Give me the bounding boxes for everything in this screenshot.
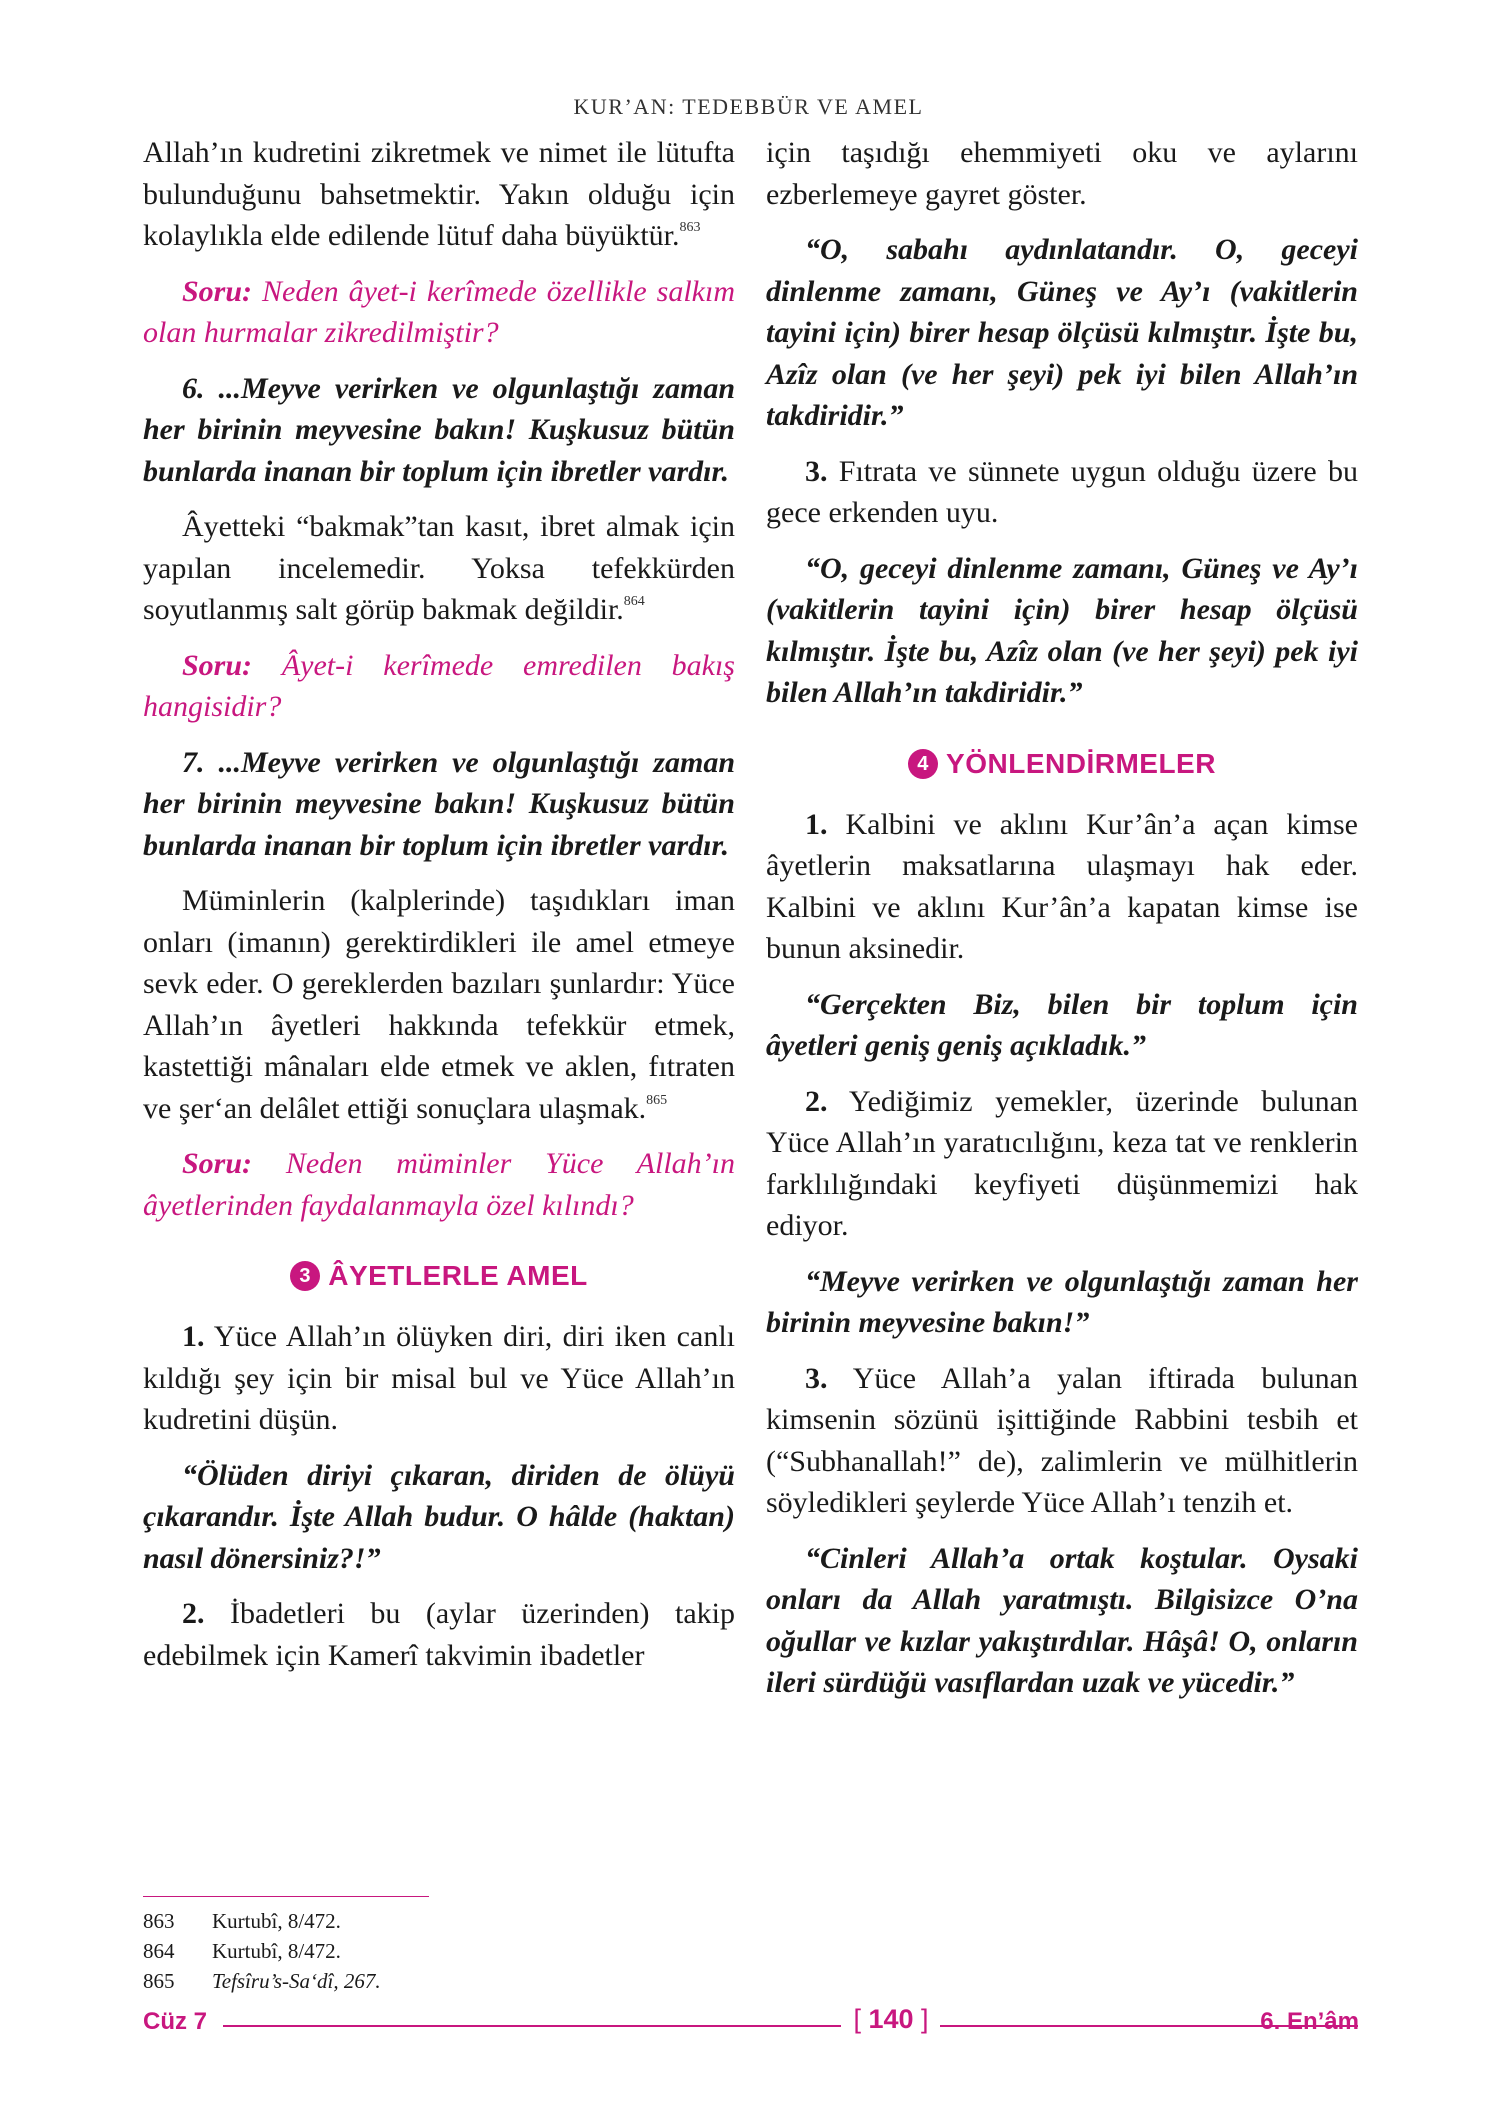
right-column bbox=[766, 132, 1358, 1718]
footnote-divider bbox=[143, 1896, 429, 1897]
question-label: Soru: bbox=[182, 648, 253, 682]
paragraph: 2. Yediğimiz yemekler, üzerinde bulunan Yüce Allah’ın yaratıcılığını, keza tat ve renklerin farklılığındaki keyfiyeti düşünmemizi hak ediyor. bbox=[766, 1084, 1358, 1242]
paragraph: 1. Kalbini ve aklını Kur’ân’a açan kimse âyetlerin maksatlarına ulaşmayı hak eder. Kalbini ve aklını Kur’ân’a kapatan kimse ise bunun aksinedir. bbox=[766, 807, 1358, 965]
footnote-text: Tefsîru’s-Sa‘dî, 267. bbox=[212, 1969, 381, 1993]
paragraph: Allah’ın kudretini zikretmek ve nimet ile lütufta bulunduğunu bahsetmektir. Yakın olduğu için kolaylıkla elde edilende lütuf daha büyüktür.$^{863}$ bbox=[143, 136, 735, 252]
section-number-badge: 4 bbox=[908, 749, 938, 779]
paragraph: 1. Yüce Allah’ın ölüyken diri, diri iken canlı kıldığı şey için bir misal bul ve Yüce Allah’ın kudretini düşün. bbox=[143, 1320, 735, 1436]
paragraph: 3. Yüce Allah’a yalan iftirada bulunan kimsenin sözünü işittiğinde Rabbini tesbih et (“Subhanallah!” de), zalimlerin ve mülhitlerin söyledikleri şeylerde Yüce Allah’ı tenzih et. bbox=[766, 1361, 1358, 1519]
paragraph: Âyetteki “bakmak”tan kasıt, ibret almak için yapılan incelemedir. Yoksa tefekkürden soyutlanmış salt görüp bakmak değildir.$^{864}$ bbox=[143, 510, 735, 626]
footnote-text: Kurtubî, 8/472. bbox=[212, 1909, 341, 1933]
page-number: [ 140 ] bbox=[853, 2004, 929, 2034]
footnote bbox=[143, 1936, 843, 1966]
left-column bbox=[143, 132, 735, 1690]
footer-rule-left bbox=[223, 2025, 841, 2027]
question-label: Soru: bbox=[182, 1147, 253, 1180]
paragraph: 2. İbadetleri bu (aylar üzerinden) takip edebilmek için Kamerî takvimin ibadetler bbox=[143, 1597, 735, 1672]
footnote-number: 863 bbox=[143, 1909, 175, 1933]
paragraph: 3. Fıtrata ve sünnete uygun olduğu üzere bu gece erkenden uyu. bbox=[766, 454, 1358, 529]
footnote-ref[interactable]: 864 bbox=[623, 594, 645, 609]
paragraph: için taşıdığı ehemmiyeti oku ve aylarını ezberlemeye gayret göster. bbox=[766, 136, 1358, 211]
page-footer bbox=[143, 2004, 1359, 2044]
paragraph: Müminlerin (kalplerinde) taşıdıkları iman onları (imanın) gerektirdikleri ile amel etmeye sevk eder. O gereklerden bazıları şunlardır: Yüce Allah’ın âyetleri hakkında tefekkür etmek, kastettiği mânaları elde etmek ve aklen, fıtraten ve şer‘an delâlet ettiği sonuçlara ulaşmak.$^{865}$ bbox=[143, 884, 735, 1125]
footnote-number: 865 bbox=[143, 1969, 175, 1993]
running-head: KUR’AN: TEDEBBÜR VE AMEL bbox=[573, 94, 924, 119]
footnote-ref[interactable]: 863 bbox=[679, 220, 701, 235]
verse: “O, sabahı aydınlatandır. O, geceyi dinlenme zamanı, Güneş ve Ay’ı (vakitlerin tayini için) birer hesap ölçüsü kılmıştır. İşte bu, Azîz olan (ve her şeyi) pek iyi bilen Allah’ın takdiridir.” bbox=[766, 233, 1358, 432]
verse: 7. ...Meyve verirken ve olgunlaştığı zaman her birinin meyvesine bakın! Kuşkusuz bütün bunlarda inanan bir toplum için ibretler vardır. bbox=[143, 745, 735, 862]
verse: “Cinleri Allah’a ortak koştular. Oysaki onları da Allah yaratmıştı. Bilgisizce O’na oğullar ve kızlar yakıştırdılar. Hâşâ! O, onların ileri sürdüğü vasıflardan uzak ve yücedir.” bbox=[766, 1541, 1358, 1699]
verse: “Gerçekten Biz, bilen bir toplum için âyetleri geniş geniş açıkladık.” bbox=[766, 987, 1358, 1062]
question: Soru: Neden müminler Yüce Allah’ın âyetlerinden faydalanmayla özel kılındı? bbox=[143, 1147, 735, 1222]
section-number-badge: 3 bbox=[290, 1261, 320, 1291]
footnote-number: 864 bbox=[143, 1939, 175, 1963]
verse: “Ölüden diriyi çıkaran, diriden de ölüyü çıkarandır. İşte Allah budur. O hâlde (haktan) nasıl dönersiniz?!” bbox=[143, 1458, 735, 1575]
footnote-text: Kurtubî, 8/472. bbox=[212, 1939, 341, 1963]
footnotes bbox=[143, 1906, 843, 1996]
verse: “Meyve verirken ve olgunlaştığı zaman her birinin meyvesine bakın!” bbox=[766, 1264, 1358, 1339]
footnote bbox=[143, 1966, 843, 1996]
verse: 6. ...Meyve verirken ve olgunlaştığı zaman her birinin meyvesine bakın! Kuşkusuz bütün bunlarda inanan bir toplum için ibretler vardır. bbox=[143, 371, 735, 488]
footnote-ref[interactable]: 865 bbox=[646, 1092, 668, 1108]
question: Soru: Âyet-i kerîmede emredilen bakış hangisidir? bbox=[143, 648, 735, 723]
verse: “O, geceyi dinlenme zamanı, Güneş ve Ay’ı (vakitlerin tayini için) birer hesap ölçüsü kılmıştır. İşte bu, Azîz olan (ve her şeyi) pek iyi bilen Allah’ın takdiridir.” bbox=[766, 551, 1358, 709]
juz-label: Cüz 7 bbox=[143, 2008, 208, 2035]
surah-label: 6. En’âm bbox=[1260, 2008, 1359, 2035]
footnote bbox=[143, 1906, 843, 1936]
question-label: Soru: bbox=[182, 274, 253, 308]
section-heading: 3 ÂYETLERLE AMEL bbox=[143, 1260, 735, 1292]
section-heading: 4 YÖNLENDİRMELER bbox=[766, 748, 1358, 780]
question: Soru: Neden âyet-i kerîmede özellikle salkım olan hurmalar zikredilmiştir? bbox=[143, 274, 735, 349]
